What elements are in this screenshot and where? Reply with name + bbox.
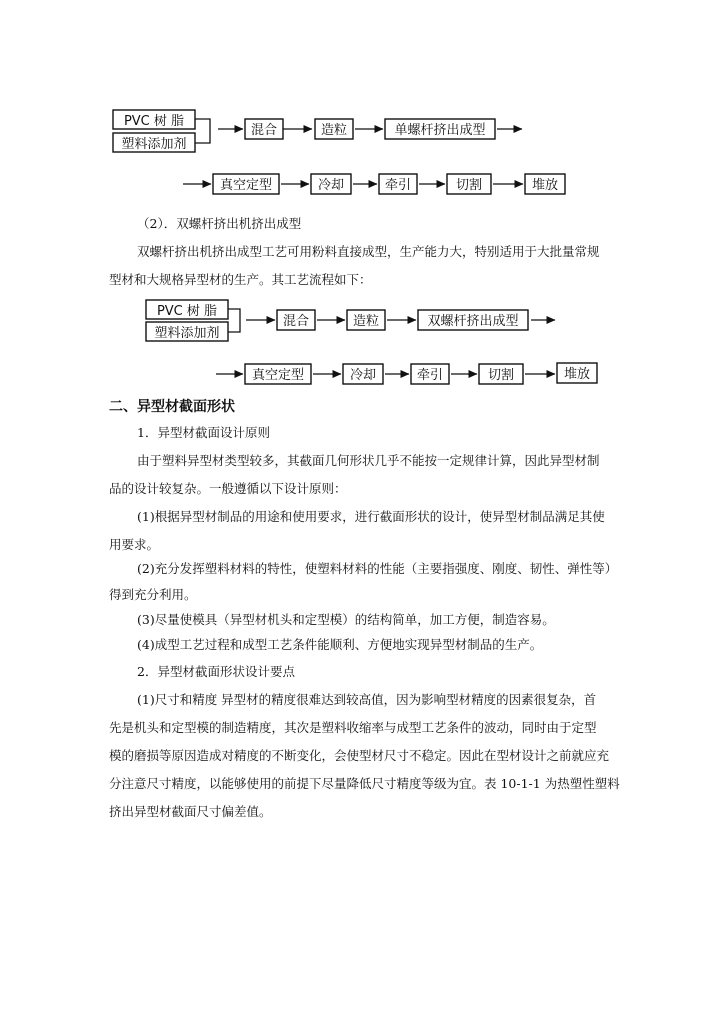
intro-line-2: 型材和大规格异型材的生产。其工艺流程如下： [109, 272, 372, 287]
flow2-label-pvc-resin: PVC 树 脂 [156, 304, 218, 319]
flow2-label-haul-off: 牵引 [416, 368, 444, 383]
section-heading: 二、异型材截面形状 [109, 399, 235, 415]
para1-line-2: 品的设计较复杂。一般遵循以下设计原则： [109, 481, 347, 496]
flow1-label-single-screw-extrusion: 单螺杆挤出成型 [394, 123, 486, 138]
para1-line-1: 由于塑料异型材类型较多，其截面几何形状几乎不能按一定规律计算，因此异型材制 [137, 453, 600, 468]
flow2-label-twin-screw-extrusion: 双螺杆挤出成型 [427, 314, 519, 329]
flow2-label-stacking: 堆放 [563, 367, 591, 382]
para2-line-5: 挤出异型材截面尺寸偏差值。 [109, 804, 272, 819]
principle2-line-1: (2)充分发挥塑料材料的特性，使塑料材料的性能（主要指强度、刚度、韧性、弹性等） [137, 561, 618, 576]
principle4: (4)成型工艺过程和成型工艺条件能顺利、方便地实现异型材制品的生产。 [137, 637, 543, 652]
principle1-line-2: 用要求。 [109, 537, 160, 552]
flow2-label-cooling: 冷却 [349, 368, 377, 383]
para2-line-1: (1)尺寸和精度 异型材的精度很难达到较高值，因为影响型材精度的因素很复杂，首 [137, 692, 597, 707]
para2-line-2: 先是机头和定型模的制造精度，其次是塑料收缩率与成型工艺条件的波动，同时由于定型 [109, 720, 597, 735]
item1-title: 1．异型材截面设计原则 [137, 425, 270, 440]
process-flow-diagrams [0, 0, 724, 400]
flow1-label-pelletizing: 造粒 [320, 123, 348, 138]
flow2-label-pelletizing: 造粒 [352, 314, 380, 329]
principle2-line-2: 得到充分利用。 [109, 587, 197, 602]
flow1-label-cooling: 冷却 [317, 178, 345, 193]
flow1-label-additives: 塑料添加剂 [121, 137, 187, 152]
flow1-merge-bracket [195, 119, 210, 143]
principle1-line-1: (1)根据异型材制品的用途和使用要求，进行截面形状的设计，使异型材制品满足其使 [137, 509, 605, 524]
subsection-title: （2）．双螺杆挤出机挤出成型 [137, 216, 302, 231]
flow2-merge-bracket [228, 309, 240, 332]
flow2-label-cutting: 切割 [487, 368, 515, 383]
principle3: (3)尽量使模具（异型材机头和定型模）的结构简单，加工方便，制造容易。 [137, 612, 555, 627]
flow-single-screw [113, 110, 565, 194]
flow1-label-vacuum-sizing: 真空定型 [219, 178, 273, 193]
flow1-label-mixing: 混合 [250, 123, 278, 138]
intro-line-1: 双螺杆挤出机挤出成型工艺可用粉料直接成型，生产能力大，特别适用于大批量常规 [137, 244, 600, 259]
flow1-label-stacking: 堆放 [531, 178, 559, 193]
flow1-label-haul-off: 牵引 [384, 178, 412, 193]
flow1-label-cutting: 切割 [455, 178, 483, 193]
flow-twin-screw [146, 300, 597, 384]
item2-title: 2．异型材截面形状设计要点 [137, 664, 295, 679]
para2-line-4: 分注意尺寸精度，以能够使用的前提下尽量降低尺寸精度等级为宜。表 10-1-1 为热塑性塑料 [109, 776, 620, 791]
flow2-label-additives: 塑料添加剂 [154, 326, 220, 341]
flow1-label-pvc-resin: PVC 树 脂 [123, 114, 185, 129]
para2-line-3: 模的磨损等原因造成对精度的不断变化，会使型材尺寸不稳定。因此在型材设计之前就应充 [109, 748, 610, 763]
flow2-label-mixing: 混合 [282, 314, 310, 329]
flow2-label-vacuum-sizing: 真空定型 [251, 368, 305, 383]
